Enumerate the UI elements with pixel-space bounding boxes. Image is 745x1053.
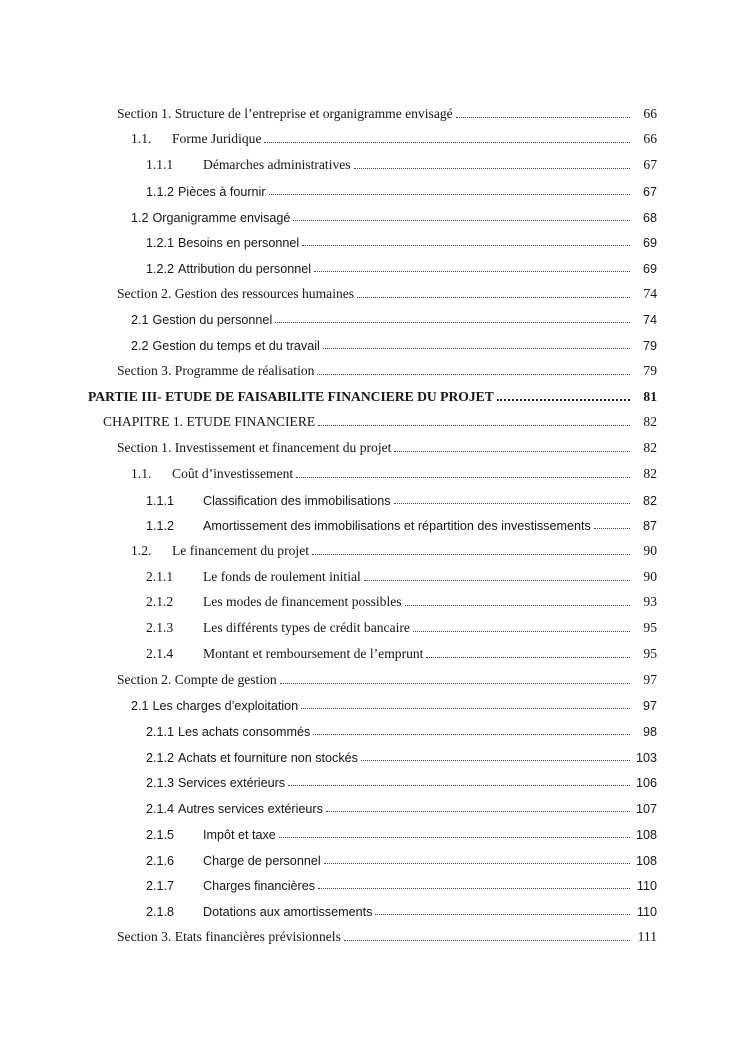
dot-leader <box>302 245 630 246</box>
toc-entry[interactable] <box>146 790 657 816</box>
toc-entry-number: 2.1.1 <box>146 568 174 584</box>
dot-leader <box>497 399 630 401</box>
table-of-contents <box>88 96 657 945</box>
toc-entry-title: Démarches administratives <box>203 157 351 173</box>
toc-page-number: 90 <box>643 542 657 558</box>
toc-entry-label <box>146 594 402 610</box>
toc-entry-title: Section 1. Investissement et financement du projet <box>117 440 392 456</box>
toc-page-number: 69 <box>642 262 657 277</box>
toc-entry-label <box>146 725 310 739</box>
toc-entry-label <box>146 751 358 765</box>
toc-entry-number: 1.2. <box>131 542 152 558</box>
dot-leader <box>296 477 630 478</box>
dot-leader <box>314 271 630 272</box>
toc-entry-number: 1.2.2 <box>146 262 175 277</box>
toc-entry-title: Services extérieurs <box>178 776 286 791</box>
toc-page-number: 90 <box>643 568 657 584</box>
dot-leader <box>318 425 630 426</box>
toc-page-number: 82 <box>642 493 657 508</box>
toc-entry-number: 1.1.2 <box>146 519 175 534</box>
toc-entry[interactable] <box>146 893 657 919</box>
toc-entry-label <box>131 131 261 147</box>
toc-entry-title: Impôt et taxe <box>203 827 276 842</box>
toc-entry-label <box>146 157 351 173</box>
toc-page-number: 108 <box>635 827 657 842</box>
toc-entry-title: Montant et remboursement de l’emprunt <box>203 645 424 661</box>
toc-entry-title: Les modes de financement possibles <box>203 594 402 610</box>
toc-entry-title: Autres services extérieurs <box>178 802 323 817</box>
toc-entry-number: 2.1.5 <box>146 827 175 842</box>
toc-page-number: 110 <box>636 879 657 894</box>
toc-entry-number: 2.1.4 <box>146 802 175 817</box>
toc-entry-title: PARTIE III- ETUDE DE FAISABILITE FINANCIERE DU PROJET <box>88 388 494 404</box>
toc-entry[interactable] <box>146 225 657 251</box>
toc-entry-label <box>88 389 494 405</box>
dot-leader <box>313 734 630 735</box>
toc-entry-title: Section 3. Programme de réalisation <box>117 362 315 378</box>
toc-entry-label <box>131 466 293 482</box>
toc-entry[interactable] <box>146 559 657 585</box>
dot-leader <box>375 914 630 915</box>
toc-entry[interactable] <box>131 327 657 353</box>
toc-entry-label <box>146 802 323 816</box>
toc-page-number: 98 <box>642 724 657 739</box>
toc-entry-label <box>146 646 423 662</box>
dot-leader <box>269 194 630 195</box>
toc-page-number: 110 <box>636 905 657 919</box>
toc-entry-label <box>146 879 315 893</box>
toc-entry[interactable] <box>117 96 657 122</box>
toc-entry[interactable] <box>131 688 657 714</box>
dot-leader <box>280 683 630 684</box>
toc-entry-title: Achats et fourniture non stockés <box>178 750 358 765</box>
dot-leader <box>344 940 630 941</box>
dot-leader <box>293 220 630 221</box>
toc-entry-label <box>146 905 372 919</box>
toc-page-number: 111 <box>637 928 657 944</box>
toc-entry-label <box>131 339 320 353</box>
toc-entry-label <box>131 313 272 327</box>
toc-entry-title: Charges financières <box>203 879 316 894</box>
dot-leader <box>426 657 630 658</box>
toc-page-number: 95 <box>643 620 657 636</box>
toc-entry-title: Pièces à fournir <box>178 184 266 199</box>
toc-entry-number: 1.1.1 <box>146 493 175 508</box>
toc-entry-label <box>131 699 298 713</box>
toc-entry-label <box>146 569 361 585</box>
toc-page-number: 82 <box>643 465 657 481</box>
toc-entry[interactable] <box>131 122 657 148</box>
dot-leader <box>323 348 630 349</box>
dot-leader <box>594 528 630 529</box>
toc-entry-label <box>131 211 290 225</box>
toc-page-number: 79 <box>643 362 657 378</box>
toc-entry-label <box>146 494 391 508</box>
toc-entry-number: 2.1 <box>131 699 149 714</box>
toc-page-number: 95 <box>643 645 657 661</box>
dot-leader <box>364 580 630 581</box>
toc-entry-title: Les achats consommés <box>178 724 311 739</box>
toc-page-number: 79 <box>642 339 657 354</box>
toc-entry-number: 2.1.4 <box>146 645 174 661</box>
toc-entry-label <box>117 286 354 302</box>
toc-entry[interactable] <box>88 379 657 405</box>
toc-entry-number: 2.1.7 <box>146 879 175 894</box>
toc-entry-title: Le fonds de roulement initial <box>203 568 361 584</box>
dot-leader <box>324 863 630 864</box>
toc-page-number: 69 <box>642 236 657 251</box>
toc-entry-label <box>117 929 341 945</box>
toc-entry-label <box>146 776 285 790</box>
toc-entry-label <box>146 519 591 533</box>
toc-entry-title: Section 3. Etats financières prévisionnels <box>117 928 341 944</box>
dot-leader <box>394 503 630 504</box>
toc-entry[interactable] <box>117 430 657 456</box>
toc-entry[interactable] <box>146 508 657 534</box>
toc-entry[interactable] <box>131 302 657 328</box>
toc-entry-title: Section 2. Compte de gestion <box>117 671 277 687</box>
toc-entry-number: 2.1.2 <box>146 750 175 765</box>
toc-entry-number: 2.1.2 <box>146 594 174 610</box>
toc-entry[interactable] <box>146 147 657 173</box>
dot-leader <box>394 451 630 452</box>
toc-page-number: 108 <box>635 853 657 868</box>
dot-leader <box>326 811 630 812</box>
toc-entry[interactable] <box>146 842 657 868</box>
toc-page-number: 66 <box>643 131 657 147</box>
dot-leader <box>357 297 630 298</box>
toc-entry[interactable] <box>131 199 657 225</box>
toc-entry-title: Dotations aux amortissements <box>203 905 373 919</box>
toc-page-number: 93 <box>643 594 657 610</box>
toc-page-number: 74 <box>642 313 657 328</box>
toc-entry-title: Le financement du projet <box>172 542 310 558</box>
toc-entry-label <box>146 828 276 842</box>
toc-entry-number: 2.1.3 <box>146 776 175 791</box>
toc-entry[interactable] <box>146 713 657 739</box>
toc-entry-title: Gestion du temps et du travail <box>152 339 320 354</box>
toc-entry-title: Amortissement des immobilisations et répartition des investissements <box>203 519 591 534</box>
toc-entry[interactable] <box>146 173 657 199</box>
dot-leader <box>264 142 630 143</box>
toc-entry[interactable] <box>117 919 657 945</box>
toc-entry-number: 1.1. <box>131 465 152 481</box>
toc-entry-title: Gestion du personnel <box>152 313 273 328</box>
toc-entry-number: 2.1 <box>131 313 149 328</box>
toc-entry-title: Les différents types de crédit bancaire <box>203 620 410 636</box>
toc-entry-label <box>117 440 391 456</box>
toc-page-number: 74 <box>643 285 657 301</box>
toc-entry-label <box>146 262 311 276</box>
toc-page-number: 67 <box>643 157 657 173</box>
toc-page-number: 97 <box>642 699 657 714</box>
toc-entry[interactable] <box>131 456 657 482</box>
toc-entry-number: 1.2.1 <box>146 236 175 251</box>
toc-entry[interactable] <box>146 868 657 894</box>
dot-leader <box>279 837 630 838</box>
toc-entry-title: Coût d’investissement <box>172 465 294 481</box>
toc-entry-label <box>117 106 453 122</box>
toc-entry-label <box>146 854 321 868</box>
dot-leader <box>275 322 630 323</box>
toc-page-number: 67 <box>642 184 657 199</box>
dot-leader <box>318 888 630 889</box>
dot-leader <box>354 168 630 169</box>
toc-page-number: 81 <box>643 388 657 404</box>
toc-entry[interactable] <box>146 739 657 765</box>
toc-entry[interactable] <box>146 585 657 611</box>
dot-leader <box>413 631 630 632</box>
toc-entry-label <box>146 236 299 250</box>
toc-entry[interactable] <box>103 405 657 431</box>
toc-entry-number: 1.1.2 <box>146 184 175 199</box>
toc-page-number: 82 <box>643 414 657 430</box>
dot-leader <box>405 605 630 606</box>
toc-entry[interactable] <box>117 276 657 302</box>
toc-entry-number: 2.1.8 <box>146 905 175 919</box>
toc-page-number: 82 <box>643 440 657 456</box>
dot-leader <box>288 785 630 786</box>
toc-entry-title: Forme Juridique <box>172 131 262 147</box>
toc-page-number: 97 <box>643 671 657 687</box>
toc-entry[interactable] <box>146 765 657 791</box>
toc-entry-number: 1.1.1 <box>146 157 174 173</box>
toc-entry[interactable] <box>146 610 657 636</box>
toc-entry[interactable] <box>117 662 657 688</box>
toc-entry-number: 2.2 <box>131 339 149 354</box>
dot-leader <box>301 708 630 709</box>
dot-leader <box>312 554 630 555</box>
dot-leader <box>361 760 630 761</box>
toc-page-number: 68 <box>642 210 657 225</box>
toc-entry[interactable] <box>146 636 657 662</box>
toc-entry-title: Les charges d’exploitation <box>152 699 299 714</box>
toc-entry-title: Section 1. Structure de l’entreprise et organigramme envisagé <box>117 105 453 121</box>
toc-entry-label <box>131 543 309 559</box>
dot-leader <box>317 374 630 375</box>
toc-entry-title: CHAPITRE 1. ETUDE FINANCIERE <box>103 414 316 430</box>
toc-entry-label <box>146 620 410 636</box>
toc-entry-title: Classification des immobilisations <box>203 493 391 508</box>
toc-entry[interactable] <box>146 250 657 276</box>
toc-entry-number: 1.2 <box>131 210 149 225</box>
toc-entry-label <box>117 363 314 379</box>
toc-entry-title: Attribution du personnel <box>178 262 312 277</box>
toc-entry-label <box>117 672 277 688</box>
toc-entry[interactable] <box>131 533 657 559</box>
toc-entry-title: Charge de personnel <box>203 853 321 868</box>
toc-page-number: 87 <box>642 519 657 534</box>
toc-entry-title: Section 2. Gestion des ressources humaines <box>117 285 355 301</box>
toc-entry-number: 2.1.6 <box>146 853 175 868</box>
dot-leader <box>456 117 630 118</box>
toc-entry[interactable] <box>146 816 657 842</box>
toc-page-number: 66 <box>643 105 657 121</box>
toc-entry-title: Organigramme envisagé <box>152 210 291 225</box>
toc-entry-number: 1.1. <box>131 131 152 147</box>
toc-page-number: 106 <box>635 776 657 791</box>
toc-entry-label <box>103 414 315 430</box>
toc-entry-number: 2.1.3 <box>146 620 174 636</box>
toc-entry-label <box>146 185 266 199</box>
toc-entry[interactable] <box>146 482 657 508</box>
toc-entry-title: Besoins en personnel <box>178 236 300 251</box>
toc-entry[interactable] <box>117 353 657 379</box>
toc-entry-number: 2.1.1 <box>146 724 175 739</box>
toc-page-number: 103 <box>635 750 657 765</box>
toc-page-number: 107 <box>635 802 657 817</box>
